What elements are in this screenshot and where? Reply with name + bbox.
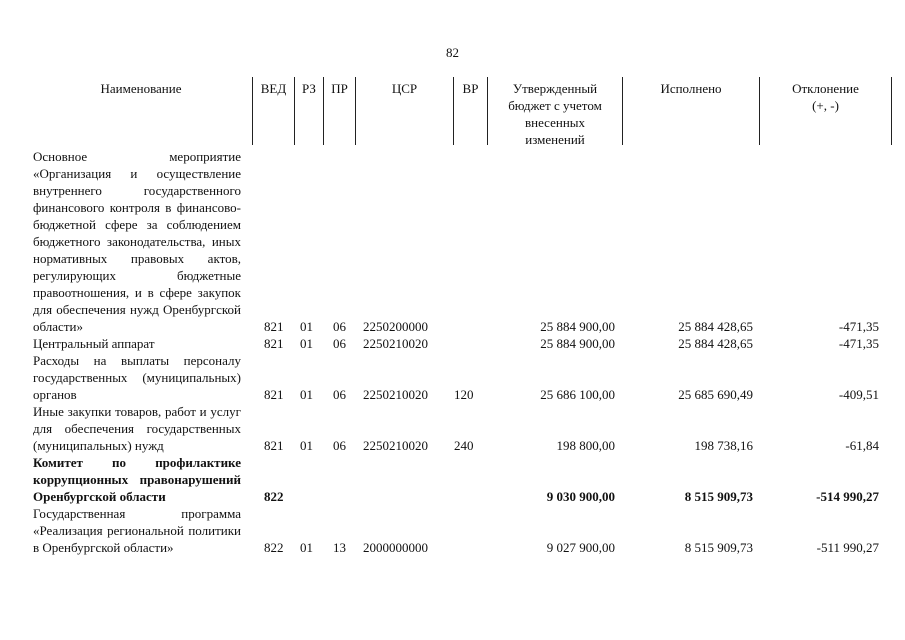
header-pr: ПР xyxy=(323,77,355,145)
row-deviation: -471,35 xyxy=(838,336,879,351)
table-row xyxy=(0,352,905,403)
page-number: 82 xyxy=(446,45,459,60)
row-pr: 06 xyxy=(333,387,346,402)
header-csr: ЦСР xyxy=(355,77,453,145)
row-budget: 25 884 900,00 xyxy=(540,336,615,351)
row-done: 198 738,16 xyxy=(694,438,753,453)
row-done: 25 884 428,65 xyxy=(678,319,753,334)
row-csr: 2000000000 xyxy=(363,540,428,555)
row-ved: 822 xyxy=(264,540,284,555)
row-done: 25 884 428,65 xyxy=(678,336,753,351)
header-budget: Утвержденный бюджет с учетом внесенных изменений xyxy=(487,77,622,145)
table-row xyxy=(0,335,905,352)
row-name: Государственная программа «Реализация региональной политики в Оренбургской области» xyxy=(33,506,241,555)
table-row xyxy=(0,505,905,556)
row-ved: 821 xyxy=(264,319,284,334)
row-budget: 25 686 100,00 xyxy=(540,387,615,402)
row-csr: 2250210020 xyxy=(363,387,428,402)
row-ved: 821 xyxy=(264,387,284,402)
row-name: Комитет по профилактике коррупционных правонарушений Оренбургской области xyxy=(33,455,241,504)
row-csr: 2250200000 xyxy=(363,319,428,334)
row-deviation: -471,35 xyxy=(838,319,879,334)
row-rz: 01 xyxy=(300,336,313,351)
table-row xyxy=(0,403,905,454)
table-row xyxy=(0,454,905,505)
table-body xyxy=(0,148,905,556)
header-rz: РЗ xyxy=(294,77,323,145)
row-budget: 9 030 900,00 xyxy=(546,489,615,504)
row-name: Расходы на выплаты персоналу государственных (муниципальных) органов xyxy=(33,353,241,402)
row-rz: 01 xyxy=(300,540,313,555)
row-pr: 06 xyxy=(333,319,346,334)
row-deviation: -409,51 xyxy=(838,387,879,402)
row-deviation: -511 990,27 xyxy=(816,540,879,555)
row-budget: 25 884 900,00 xyxy=(540,319,615,334)
row-ved: 822 xyxy=(264,489,284,504)
row-csr: 2250210020 xyxy=(363,438,428,453)
header-name: Наименование xyxy=(100,81,182,96)
row-rz: 01 xyxy=(300,438,313,453)
row-deviation: -61,84 xyxy=(845,438,879,453)
row-ved: 821 xyxy=(264,336,284,351)
row-pr: 13 xyxy=(333,540,346,555)
row-ved: 821 xyxy=(264,438,284,453)
row-done: 25 685 690,49 xyxy=(678,387,753,402)
header-done: Исполнено xyxy=(622,77,759,145)
table-row xyxy=(0,148,905,335)
row-name: Основное мероприятие «Организация и осуществление внутреннего государственного финансового контроля в финансово-бюджетной сфере за соблюдением бюджетного законодательства, иных нормативных правовых актов, регулирующих бюджетные правоотношения, и в сфере закупок для обеспечения нужд Оренбургской области» xyxy=(33,149,241,334)
header-ved: ВЕД xyxy=(252,77,294,145)
row-vr: 240 xyxy=(454,438,474,453)
row-name: Центральный аппарат xyxy=(33,336,155,351)
row-done: 8 515 909,73 xyxy=(684,540,753,555)
row-vr: 120 xyxy=(454,387,474,402)
row-done: 8 515 909,73 xyxy=(684,489,753,504)
row-pr: 06 xyxy=(333,438,346,453)
row-name: Иные закупки товаров, работ и услуг для обеспечения государственных (муниципальных) нужд xyxy=(33,404,241,453)
row-budget: 198 800,00 xyxy=(556,438,615,453)
row-csr: 2250210020 xyxy=(363,336,428,351)
row-rz: 01 xyxy=(300,387,313,402)
row-rz: 01 xyxy=(300,319,313,334)
row-budget: 9 027 900,00 xyxy=(546,540,615,555)
row-deviation: -514 990,27 xyxy=(816,489,879,504)
header-deviation: Отклонение (+, -) xyxy=(759,77,892,145)
header-vr: ВР xyxy=(453,77,487,145)
row-pr: 06 xyxy=(333,336,346,351)
